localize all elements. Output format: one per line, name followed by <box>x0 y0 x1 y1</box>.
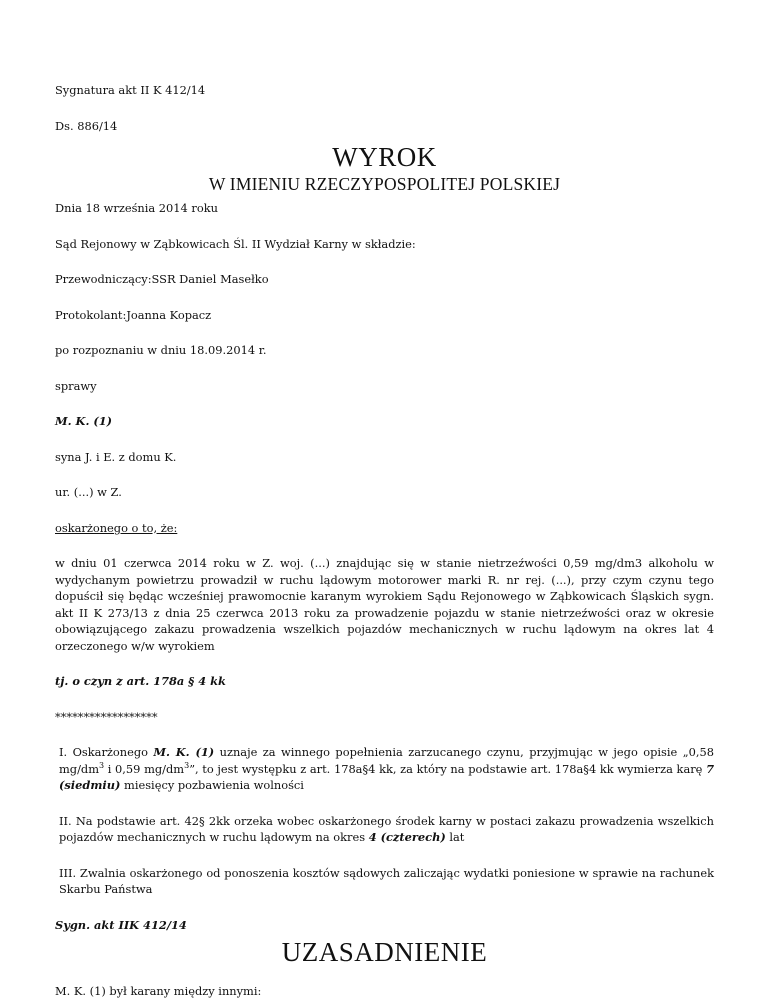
charge-text: w dniu 01 czerwca 2014 roku w Z. woj. (...) znajdując się w stanie nietrzeźwości 0,59 mg/dm3 alkoholu w wydychanym powietrzu prowadził w ruchu lądowym motorower marki R. nr rej. (...), przy czym czynu tego dopuścił się będąc wcześniej prawomocnie karanym wyrokiem Sądu Rejonowego w Ząbkowicach Śląskich sygn. akt II K 273/13 z dnia 25 czerwca 2013 roku za prowadzenie pojazdu w stanie nietrzeźwości oraz w okresie obowiązującego zakazu prowadzenia wszelkich pojazdów mechanicznych w ruchu lądowym na okres lat 4 orzeczonego w/w wyrokiem <box>55 556 714 653</box>
verdict-p1-d: ”, to jest występku z art. 178a§4 kk, za który na podstawie art. 178a§4 kk wymierza karę <box>189 761 707 776</box>
verdict-p1-sup1: 3 <box>99 760 105 770</box>
legal-basis: tj. o czyn z art. 178a § 4 kk <box>55 674 226 688</box>
verdict-p1-c: i 0,59 mg/dm <box>104 761 185 776</box>
court-line: Sąd Rejonowy w Ząbkowicach Śl. II Wydział Karny w składzie: <box>55 236 416 251</box>
parents-line: syna J. i E. z domu K. <box>55 449 177 464</box>
verdict-point-3: III. Zwalnia oskarżonego od ponoszenia kosztów sądowych zaliczając wydatki poniesione w sprawie na rachunek Skarbu Państwa <box>59 865 714 896</box>
verdict-p2-b: lat <box>445 830 465 844</box>
verdict-p1-sup2: 3 <box>184 760 190 770</box>
document-subtitle: W IMIENIU RZECZYPOSPOLITEJ POLSKIEJ <box>208 174 561 194</box>
justification-first-line: M. K. (1) był karany między innymi: <box>55 984 262 998</box>
verdict-p1-bold: 7 (siedmiu) <box>59 761 715 792</box>
ds-number: Ds. 886/14 <box>55 118 118 133</box>
document-title: WYROK <box>332 142 437 172</box>
verdict-p1-b: uznaje za winnego popełnienia zarzucanego czynu, przyjmując w jego opisie „0,58 mg/dm <box>59 745 714 776</box>
separator: ****************** <box>55 709 158 724</box>
chair-line: Przewodniczący:SSR Daniel Masełko <box>55 272 269 286</box>
date-line: Dnia 18 września 2014 roku <box>55 201 218 215</box>
sygn-footer: Sygn. akt IIK 412/14 <box>55 917 187 932</box>
verdict-p1-name: M. K. (1) <box>153 745 215 759</box>
case-word: sprawy <box>55 378 97 393</box>
verdict-p1-e: miesięcy pozbawienia wolności <box>120 778 304 792</box>
case-signature: Sygnatura akt II K 412/14 <box>55 83 206 97</box>
justification-title: UZASADNIENIE <box>281 937 488 967</box>
verdict-p2-bold: 4 (czterech) <box>368 830 446 844</box>
hearing-line: po rozpoznaniu w dniu 18.09.2014 r. <box>55 343 267 357</box>
accused-line: oskarżonego o to, że: <box>55 520 178 535</box>
verdict-p1-a: I. Oskarżonego <box>59 745 154 759</box>
verdict-p2-a: II. Na podstawie art. 42§ 2kk orzeka wobec oskarżonego środek karny w postaci zakazu prowadzenia wszelkich pojazdów mechanicznych w ruchu lądowym na okres <box>59 813 714 844</box>
judgment-document <box>55 82 714 1000</box>
born-line: ur. (...) w Z. <box>55 485 122 499</box>
defendant-name: M. K. (1) <box>55 414 113 428</box>
verdict-point-1 <box>55 744 714 794</box>
clerk-line: Protokolant:Joanna Kopacz <box>55 307 212 322</box>
verdict-point-2 <box>55 813 714 846</box>
